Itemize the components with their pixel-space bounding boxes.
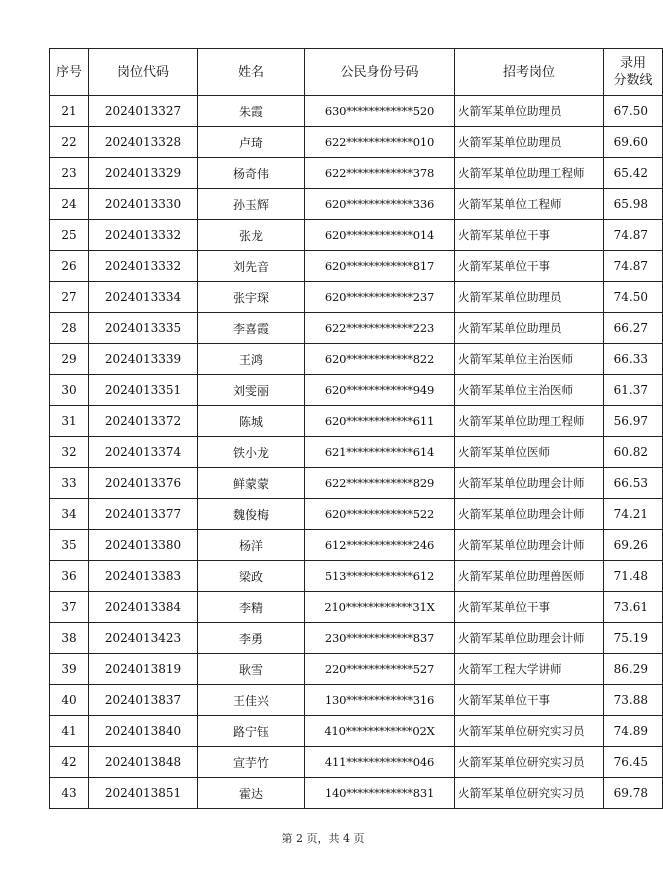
cell-seq: 34 — [50, 499, 89, 530]
cell-post-code: 2024013332 — [89, 220, 198, 251]
cell-post: 火箭军某单位助理员 — [455, 96, 604, 127]
cell-post: 火箭军某单位工程师 — [455, 189, 604, 220]
table-row — [50, 685, 663, 716]
cell-id-number: 620************237 — [305, 282, 455, 313]
table-row — [50, 747, 663, 778]
cell-score: 86.29 — [604, 654, 663, 685]
cell-id-number: 620************822 — [305, 344, 455, 375]
table-row — [50, 561, 663, 592]
cell-name: 魏俊梅 — [198, 499, 305, 530]
cell-seq: 26 — [50, 251, 89, 282]
cell-post-code: 2024013339 — [89, 344, 198, 375]
cell-post: 火箭军某单位助理员 — [455, 282, 604, 313]
cell-name: 朱霞 — [198, 96, 305, 127]
cell-post: 火箭军某单位助理工程师 — [455, 158, 604, 189]
header-row — [50, 49, 663, 96]
cell-post-code: 2024013384 — [89, 592, 198, 623]
cell-name: 王鸿 — [198, 344, 305, 375]
cell-score: 71.48 — [604, 561, 663, 592]
cell-post-code: 2024013840 — [89, 716, 198, 747]
table-row — [50, 189, 663, 220]
cell-seq: 36 — [50, 561, 89, 592]
table-row — [50, 158, 663, 189]
cell-score: 65.98 — [604, 189, 663, 220]
cell-seq: 25 — [50, 220, 89, 251]
table-row — [50, 282, 663, 313]
cell-score: 73.61 — [604, 592, 663, 623]
cell-post: 火箭军某单位助理工程师 — [455, 406, 604, 437]
cell-id-number: 630************520 — [305, 96, 455, 127]
cell-name: 王佳兴 — [198, 685, 305, 716]
cell-post-code: 2024013332 — [89, 251, 198, 282]
cell-score: 66.33 — [604, 344, 663, 375]
table-row — [50, 313, 663, 344]
cell-name: 宣芋竹 — [198, 747, 305, 778]
cell-post-code: 2024013380 — [89, 530, 198, 561]
cell-name: 陈城 — [198, 406, 305, 437]
cell-score: 69.78 — [604, 778, 663, 809]
table-row — [50, 592, 663, 623]
cell-post: 火箭军某单位研究实习员 — [455, 778, 604, 809]
header-score-line2: 分数线 — [613, 73, 653, 88]
cell-name: 刘先音 — [198, 251, 305, 282]
cell-id-number: 513************612 — [305, 561, 455, 592]
table-row — [50, 344, 663, 375]
table-header — [50, 49, 663, 96]
table-row — [50, 220, 663, 251]
cell-name: 李精 — [198, 592, 305, 623]
cell-id-number: 622************223 — [305, 313, 455, 344]
cell-post-code: 2024013383 — [89, 561, 198, 592]
cell-post-code: 2024013329 — [89, 158, 198, 189]
cell-score: 65.42 — [604, 158, 663, 189]
cell-post-code: 2024013377 — [89, 499, 198, 530]
cell-name: 杨洋 — [198, 530, 305, 561]
page-footer: 第 2 页，共 4 页 — [281, 832, 365, 845]
cell-post-code: 2024013848 — [89, 747, 198, 778]
table-row — [50, 251, 663, 282]
cell-name: 李喜霞 — [198, 313, 305, 344]
cell-name: 杨奇伟 — [198, 158, 305, 189]
header-score — [604, 49, 663, 96]
header-seq: 序号 — [50, 49, 89, 96]
cell-post: 火箭军某单位研究实习员 — [455, 747, 604, 778]
cell-seq: 43 — [50, 778, 89, 809]
header-score-line1: 录用 — [619, 56, 646, 71]
cell-post: 火箭军某单位助理会计师 — [455, 499, 604, 530]
cell-post-code: 2024013372 — [89, 406, 198, 437]
table-row — [50, 375, 663, 406]
table-row — [50, 623, 663, 654]
cell-seq: 28 — [50, 313, 89, 344]
cell-seq: 29 — [50, 344, 89, 375]
cell-score: 66.27 — [604, 313, 663, 344]
cell-id-number: 411************046 — [305, 747, 455, 778]
cell-post: 火箭军某单位干事 — [455, 220, 604, 251]
table-row — [50, 406, 663, 437]
table-row — [50, 468, 663, 499]
cell-id-number: 130************316 — [305, 685, 455, 716]
header-post-code: 岗位代码 — [89, 49, 198, 96]
cell-name: 卢琦 — [198, 127, 305, 158]
cell-score: 74.87 — [604, 220, 663, 251]
cell-id-number: 621************614 — [305, 437, 455, 468]
cell-seq: 24 — [50, 189, 89, 220]
cell-score: 61.37 — [604, 375, 663, 406]
results-table — [49, 48, 663, 809]
cell-seq: 30 — [50, 375, 89, 406]
cell-post: 火箭军某单位助理兽医师 — [455, 561, 604, 592]
cell-name: 铁小龙 — [198, 437, 305, 468]
table-row — [50, 127, 663, 158]
cell-score: 60.82 — [604, 437, 663, 468]
cell-id-number: 620************949 — [305, 375, 455, 406]
cell-id-number: 410************02X — [305, 716, 455, 747]
cell-score: 76.45 — [604, 747, 663, 778]
cell-post: 火箭军某单位医师 — [455, 437, 604, 468]
cell-post-code: 2024013851 — [89, 778, 198, 809]
header-name: 姓名 — [198, 49, 305, 96]
cell-seq: 31 — [50, 406, 89, 437]
cell-id-number: 622************829 — [305, 468, 455, 499]
cell-post-code: 2024013376 — [89, 468, 198, 499]
cell-post-code: 2024013837 — [89, 685, 198, 716]
cell-post: 火箭军某单位助理会计师 — [455, 530, 604, 561]
cell-seq: 22 — [50, 127, 89, 158]
cell-name: 耿雪 — [198, 654, 305, 685]
cell-score: 74.89 — [604, 716, 663, 747]
cell-post-code: 2024013423 — [89, 623, 198, 654]
cell-id-number: 140************831 — [305, 778, 455, 809]
table-body — [50, 96, 663, 809]
cell-score: 73.88 — [604, 685, 663, 716]
cell-post: 火箭军某单位助理员 — [455, 313, 604, 344]
table-row — [50, 437, 663, 468]
cell-post: 火箭军某单位干事 — [455, 251, 604, 282]
cell-seq: 32 — [50, 437, 89, 468]
cell-seq: 21 — [50, 96, 89, 127]
cell-seq: 41 — [50, 716, 89, 747]
cell-score: 56.97 — [604, 406, 663, 437]
cell-seq: 27 — [50, 282, 89, 313]
cell-post-code: 2024013374 — [89, 437, 198, 468]
cell-post-code: 2024013327 — [89, 96, 198, 127]
cell-name: 李勇 — [198, 623, 305, 654]
cell-score: 67.50 — [604, 96, 663, 127]
cell-post-code: 2024013330 — [89, 189, 198, 220]
cell-score: 74.21 — [604, 499, 663, 530]
cell-name: 张龙 — [198, 220, 305, 251]
cell-seq: 37 — [50, 592, 89, 623]
cell-post: 火箭军某单位主治医师 — [455, 375, 604, 406]
cell-id-number: 220************527 — [305, 654, 455, 685]
header-id-number: 公民身份号码 — [305, 49, 455, 96]
header-post: 招考岗位 — [455, 49, 604, 96]
cell-id-number: 620************336 — [305, 189, 455, 220]
cell-name: 刘雯丽 — [198, 375, 305, 406]
cell-id-number: 612************246 — [305, 530, 455, 561]
table-row — [50, 499, 663, 530]
cell-id-number: 622************378 — [305, 158, 455, 189]
cell-post: 火箭军某单位助理会计师 — [455, 468, 604, 499]
cell-post-code: 2024013351 — [89, 375, 198, 406]
cell-post: 火箭军某单位干事 — [455, 685, 604, 716]
cell-name: 霍达 — [198, 778, 305, 809]
cell-seq: 39 — [50, 654, 89, 685]
cell-post: 火箭军某单位研究实习员 — [455, 716, 604, 747]
cell-score: 66.53 — [604, 468, 663, 499]
cell-id-number: 620************014 — [305, 220, 455, 251]
table-row — [50, 96, 663, 127]
cell-post-code: 2024013334 — [89, 282, 198, 313]
cell-score: 75.19 — [604, 623, 663, 654]
table-row — [50, 530, 663, 561]
cell-seq: 38 — [50, 623, 89, 654]
cell-seq: 40 — [50, 685, 89, 716]
cell-seq: 23 — [50, 158, 89, 189]
cell-post: 火箭军某单位主治医师 — [455, 344, 604, 375]
cell-seq: 42 — [50, 747, 89, 778]
table-row — [50, 716, 663, 747]
cell-post-code: 2024013335 — [89, 313, 198, 344]
cell-id-number: 620************817 — [305, 251, 455, 282]
cell-name: 路宁钰 — [198, 716, 305, 747]
cell-score: 69.60 — [604, 127, 663, 158]
table-row — [50, 654, 663, 685]
cell-post: 火箭军工程大学讲师 — [455, 654, 604, 685]
cell-name: 鲜蒙蒙 — [198, 468, 305, 499]
cell-name: 张宇琛 — [198, 282, 305, 313]
cell-id-number: 230************837 — [305, 623, 455, 654]
cell-id-number: 622************010 — [305, 127, 455, 158]
cell-score: 74.50 — [604, 282, 663, 313]
cell-score: 69.26 — [604, 530, 663, 561]
cell-id-number: 210************31X — [305, 592, 455, 623]
cell-seq: 35 — [50, 530, 89, 561]
cell-post-code: 2024013328 — [89, 127, 198, 158]
table-row — [50, 778, 663, 809]
cell-post: 火箭军某单位干事 — [455, 592, 604, 623]
cell-post: 火箭军某单位助理员 — [455, 127, 604, 158]
cell-post-code: 2024013819 — [89, 654, 198, 685]
cell-name: 孙玉辉 — [198, 189, 305, 220]
cell-score: 74.87 — [604, 251, 663, 282]
cell-seq: 33 — [50, 468, 89, 499]
cell-id-number: 620************522 — [305, 499, 455, 530]
cell-id-number: 620************611 — [305, 406, 455, 437]
cell-post: 火箭军某单位助理会计师 — [455, 623, 604, 654]
cell-name: 梁政 — [198, 561, 305, 592]
